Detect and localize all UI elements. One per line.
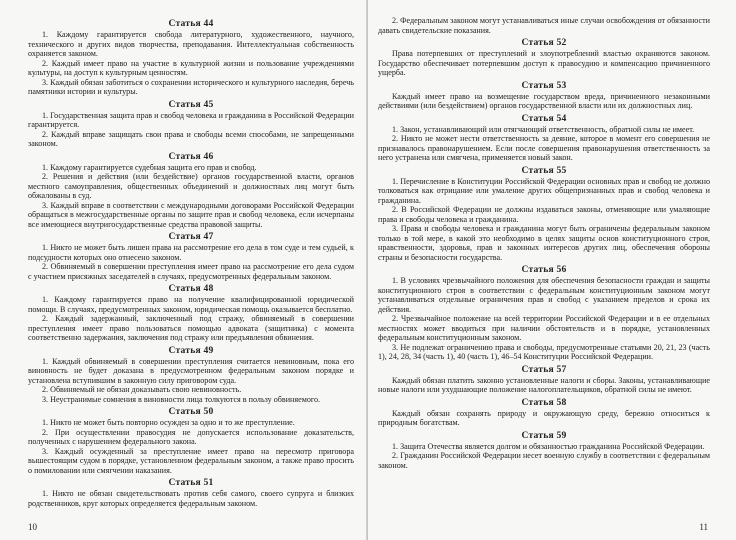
article-paragraph: 1. Государственная защита прав и свобод человека и гражданина в Российской Федерации гарантируется.	[28, 110, 354, 129]
article-paragraph: 2. Решения и действия (или бездействие) органов государственной власти, органов местного самоуправления, общественных объединений и должностных лиц могут быть обжалованы в суд.	[28, 172, 354, 200]
page-number-left: 10	[28, 522, 37, 532]
left-page-articles	[28, 18, 354, 508]
article-title: Статья 56	[521, 264, 567, 275]
article-title: Статья 52	[521, 37, 567, 48]
article-title: Статья 46	[168, 150, 214, 162]
right-page-articles	[378, 37, 710, 470]
article-paragraph: 1. Закон, устанавливающий или отягчающий ответственность, обратной силы не имеет.	[392, 124, 695, 134]
article-block	[28, 406, 354, 475]
article-title: Статья 59	[521, 429, 567, 441]
article-block	[28, 151, 354, 230]
article-paragraph: 2. Федеральным законом могут устанавливаться иные случаи освобождения от обязанности давать свидетельские показания.	[378, 16, 710, 35]
article-paragraph: 3. Каждый осужденный за преступление имеет право на пересмотр приговора вышестоящим судом в порядке, установленном федеральным законом, а также право просить о помиловании или смягчении наказания.	[28, 446, 354, 475]
article-paragraph: 1. Каждому гарантируется свобода литературного, художественного, научного, технического и других видов творчества, преподавания. Интеллектуальная собственность охраняется законом.	[28, 30, 354, 58]
article-block	[28, 99, 354, 149]
article-paragraph: 2. Никто не может нести ответственность за деяние, которое в момент его совершения не признавалось правонарушением. Если после совершения правонарушения ответственность за него устранена или смягчена, применяется новый закон.	[378, 134, 710, 162]
article-paragraph: 2. При осуществлении правосудия не допускается использование доказательств, полученных с нарушением федерального закона.	[28, 427, 354, 446]
article-block	[378, 165, 710, 263]
article-paragraph: 2. Каждый вправе защищать свои права и свободы всеми способами, не запрещенными законом.	[28, 129, 354, 148]
article-title: Статья 57	[521, 363, 567, 375]
article-block	[28, 283, 354, 343]
page-number-right: 11	[699, 522, 708, 532]
article-paragraph: 2. Обвиняемый не обязан доказывать свою невиновность.	[42, 385, 242, 394]
article-paragraph: 2. Обвиняемый в совершении преступления имеет право на рассмотрение его дела судом с участием присяжных заседателей в случаях, предусмотренных федеральным законом.	[28, 262, 354, 281]
article-paragraph: 3. Не подлежат ограничению права и свободы, предусмотренные статьями 20, 21, 23 (часть 1), 24, 28, 34 (часть 1), 40 (часть 1), 46–54 Конституции Российской Федерации.	[378, 342, 710, 361]
article-title: Статья 45	[168, 98, 214, 110]
article-paragraph: Каждый имеет право на возмещение государством вреда, причиненного незаконными действиями (или бездействием) органов государственной власти или их должностных лиц.	[378, 91, 710, 110]
article-title: Статья 58	[521, 396, 567, 408]
article-block	[28, 18, 354, 97]
article-paragraph: 1. Каждому гарантируется право на получение квалифицированной юридической помощи. В случаях, предусмотренных законом, юридическая помощь оказывается бесплатно.	[28, 295, 354, 314]
article-paragraph: 1. Никто не может быть повторно осужден за одно и то же преступление.	[42, 418, 295, 427]
article-block	[378, 264, 710, 362]
article-paragraph: 2. В Российской Федерации не должны издаваться законы, отменяющие или умаляющие права и свободы человека и гражданина.	[378, 205, 710, 224]
article-block	[28, 477, 354, 508]
article-paragraph: Права потерпевших от преступлений и злоупотреблений властью охраняются законом. Государство обеспечивает потерпевшим доступ к правосудию и компенсацию причиненного ущерба.	[378, 49, 710, 77]
article-title: Статья 54	[521, 112, 567, 124]
article-paragraph: 1. Никто не может быть лишен права на рассмотрение его дела в том суде и тем судьей, к подсудности которых оно отнесено законом.	[28, 243, 354, 262]
article-title: Статья 51	[168, 477, 214, 488]
article-title: Статья 44	[168, 18, 214, 29]
article-paragraph: Каждый обязан сохранять природу и окружающую среду, бережно относиться к природным богатствам.	[378, 408, 710, 427]
article-paragraph: 2. Гражданин Российской Федерации несет военную службу в соответствии с федеральным законом.	[378, 451, 710, 470]
article-title: Статья 49	[168, 344, 214, 356]
article-block	[378, 80, 710, 111]
article-paragraph: 3. Каждый вправе в соответствии с международными договорами Российской Федерации обращаться в межгосударственные органы по защите прав и свобод человека, если исчерпаны все имеющиеся внутригосударственные средства правовой защиты.	[28, 200, 354, 229]
article-block	[378, 37, 710, 78]
article-paragraph: 2. Каждый задержанный, заключенный под стражу, обвиняемый в совершении преступления имеет право пользоваться помощью адвоката (защитника) с момента соответственно задержания, заключения под стражу или предъявления обвинения.	[28, 314, 354, 342]
article-paragraph: 3. Права и свободы человека и гражданина могут быть ограничены федеральным законом только в той мере, в какой это необходимо в целях защиты основ конституционного строя, нравственности, здоровья, прав и законных интересов других лиц, обеспечения обороны страны и безопасности государства.	[378, 224, 710, 262]
article-block	[378, 397, 710, 428]
article-title: Статья 50	[168, 406, 214, 417]
article-paragraph: Каждый обязан платить законно установленные налоги и сборы. Законы, устанавливающие новые налоги или ухудшающие положение налогоплательщиков, обратной силы не имеют.	[378, 375, 710, 394]
right-page	[368, 0, 736, 540]
article-block	[378, 430, 710, 471]
article-paragraph: 1. Каждому гарантируется судебная защита его прав и свобод.	[42, 162, 257, 172]
right-page-lead	[378, 16, 710, 35]
article-paragraph: 1. Защита Отечества является долгом и обязанностью гражданина Российской Федерации.	[392, 441, 705, 451]
article-paragraph: 2. Чрезвычайное положение на всей территории Российской Федерации и в ее отдельных местностях может вводиться при наличии обстоятельств и в порядке, установленных федеральным конституционным законом.	[378, 314, 710, 342]
article-title: Статья 55	[521, 164, 567, 176]
article-block	[28, 231, 354, 281]
article-title: Статья 47	[168, 231, 214, 242]
article-paragraph: 3. Неустранимые сомнения в виновности лица толкуются в пользу обвиняемого.	[42, 394, 321, 404]
article-block	[378, 113, 710, 163]
continued-paragraphs	[378, 16, 710, 35]
article-paragraph: 1. Никто не обязан свидетельствовать против себя самого, своего супруга и близких родственников, круг которых определяется федеральным законом.	[28, 489, 354, 508]
article-block	[28, 345, 354, 405]
article-paragraph: 2. Каждый имеет право на участие в культурной жизни и пользование учреждениями культуры, на доступ к культурным ценностям.	[28, 58, 354, 77]
article-block	[378, 364, 710, 395]
article-title: Статья 48	[168, 283, 214, 294]
article-paragraph: 1. Перечисление в Конституции Российской Федерации основных прав и свобод не должно толковаться как отрицание или умаление других общепризнанных прав и свобод человека и гражданина.	[378, 176, 710, 205]
article-paragraph: 3. Каждый обязан заботиться о сохранении исторического и культурного наследия, беречь памятники истории и культуры.	[28, 77, 354, 96]
article-paragraph: 1. Каждый обвиняемый в совершении преступления считается невиновным, пока его виновность не будет доказана в предусмотренном федеральным законом порядке и установлена вступившим в законную силу приговором суда.	[28, 356, 354, 385]
article-paragraph: 1. В условиях чрезвычайного положения для обеспечения безопасности граждан и защиты конституционного строя в соответствии с федеральным конституционным законом могут устанавливаться отдельные ограничения прав и свобод с указанием пределов и срока их действия.	[378, 276, 710, 314]
article-title: Статья 53	[521, 79, 567, 91]
